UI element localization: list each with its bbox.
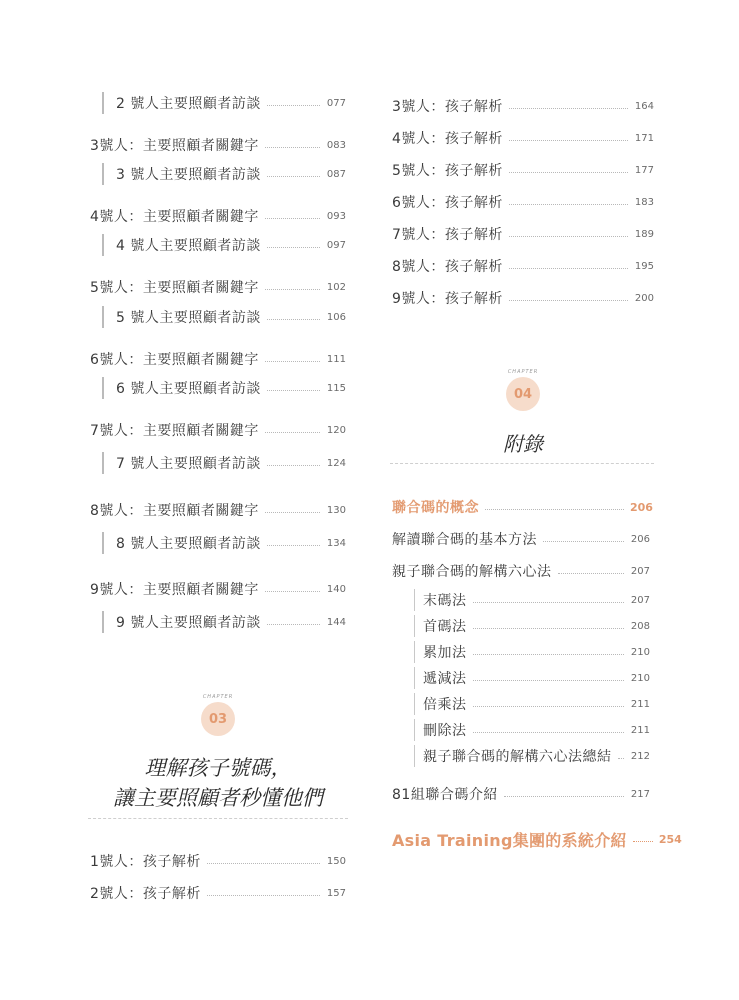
entry-title: 8 號人主要照顧者訪談 [116,536,261,552]
toc-entry[interactable] [90,419,346,441]
toc-entry[interactable] [392,127,654,149]
dot-leader [509,172,628,173]
toc-entry[interactable] [102,306,346,328]
entry-page: 210 [630,646,650,658]
entry-page: 210 [630,672,650,684]
entry-page: 206 [630,500,653,514]
toc-entry[interactable] [414,589,650,611]
entry-title: 5號人：孩子解析 [392,163,503,179]
entry-page: 130 [326,504,346,516]
entry-title: 遞減法 [423,671,467,687]
entry-title: 8號人：主要照顧者關鍵字 [90,503,259,519]
entry-page: 083 [326,139,346,151]
dot-leader [265,361,320,362]
toc-entry[interactable] [90,205,346,227]
entry-page: 087 [326,168,346,180]
dot-leader [265,591,320,592]
toc-entry[interactable] [102,92,346,114]
toc-entry[interactable] [414,693,650,715]
toc-entry[interactable] [392,191,654,213]
entry-page: 254 [658,832,682,846]
entry-title: 2號人：孩子解析 [90,886,201,902]
toc-entry[interactable] [392,560,650,582]
toc-entry[interactable] [102,377,346,399]
entry-page: 208 [630,620,650,632]
toc-entry[interactable] [392,255,654,277]
entry-title: 累加法 [423,645,467,661]
toc-entry-highlight[interactable] [392,828,682,850]
dot-leader [207,863,320,864]
toc-entry[interactable] [392,159,654,181]
toc-entry[interactable] [392,528,650,550]
toc-entry[interactable] [392,223,654,245]
entry-page: 115 [326,382,346,394]
entry-title: 首碼法 [423,619,467,635]
entry-page: 212 [630,750,650,762]
entry-page: 195 [634,260,654,272]
entry-title: 6號人：主要照顧者關鍵字 [90,352,259,368]
dot-leader [473,602,625,603]
entry-title: 6 號人主要照顧者訪談 [116,381,261,397]
entry-title: 2 號人主要照顧者訪談 [116,96,261,112]
entry-page: 164 [634,100,654,112]
toc-entry[interactable] [102,452,346,474]
entry-title: 6號人：孩子解析 [392,195,503,211]
entry-page: 134 [326,537,346,549]
entry-title: 刪除法 [423,723,467,739]
entry-page: 207 [630,565,650,577]
entry-title: 9號人：孩子解析 [392,291,503,307]
dot-leader [267,465,320,466]
dot-leader [509,204,628,205]
entry-page: 102 [326,281,346,293]
dot-leader [267,247,320,248]
dot-leader [267,105,320,106]
toc-entry[interactable] [90,882,346,904]
toc-entry[interactable] [392,783,650,805]
entry-title: 81組聯合碼介紹 [392,787,498,803]
chapter-03-title-line2: 讓主要照顧者秒懂他們 [113,786,323,810]
dot-leader [473,706,625,707]
chapter-word: CHAPTER [507,369,539,375]
toc-entry[interactable] [102,234,346,256]
entry-title: 7 號人主要照顧者訪談 [116,456,261,472]
dot-leader [267,319,320,320]
dot-leader [265,218,320,219]
dot-leader [618,758,625,759]
entry-title: 5號人：主要照顧者關鍵字 [90,280,259,296]
toc-entry[interactable] [392,287,654,309]
entry-title: 親子聯合碼的解構六心法總結 [423,749,612,765]
entry-title: 7號人：孩子解析 [392,227,503,243]
entry-title: 3號人：孩子解析 [392,99,503,115]
chapter-number: 03 [201,702,235,736]
toc-entry[interactable] [90,134,346,156]
entry-title: 7號人：主要照顧者關鍵字 [90,423,259,439]
entry-title: Asia Training集團的系統介紹 [392,830,627,850]
dot-leader [558,573,625,574]
chapter-number: 04 [506,377,540,411]
dot-leader [543,541,624,542]
dot-leader [509,268,628,269]
toc-entry[interactable] [102,611,346,633]
entry-title: 4號人：主要照顧者關鍵字 [90,209,259,225]
dot-leader [265,289,320,290]
toc-entry[interactable] [90,850,346,872]
chapter-03-badge [198,694,238,736]
toc-entry[interactable] [392,95,654,117]
dot-leader [485,509,624,510]
chapter-04-title: 附錄 [503,432,543,456]
entry-page: 206 [630,533,650,545]
dot-leader [267,624,320,625]
entry-page: 097 [326,239,346,251]
dot-leader [473,654,625,655]
entry-page: 140 [326,583,346,595]
dot-leader [265,432,320,433]
entry-title: 5 號人主要照顧者訪談 [116,310,261,326]
entry-page: 183 [634,196,654,208]
toc-entry[interactable] [414,615,650,637]
entry-title: 倍乘法 [423,697,467,713]
toc-entry[interactable] [90,348,346,370]
entry-title: 4 號人主要照顧者訪談 [116,238,261,254]
toc-entry[interactable] [102,163,346,185]
dot-leader [267,390,320,391]
toc-entry-highlight[interactable] [392,496,653,518]
dot-leader [504,796,624,797]
chapter-03-title-line1: 理解孩子號碼， [144,756,292,780]
entry-page: 217 [630,788,650,800]
dot-leader [265,147,320,148]
entry-page: 120 [326,424,346,436]
dot-leader [509,140,628,141]
toc-entry[interactable] [414,745,650,767]
entry-page: 200 [634,292,654,304]
entry-page: 171 [634,132,654,144]
toc-entry[interactable] [414,641,650,663]
dot-leader [509,300,628,301]
entry-page: 211 [630,724,650,736]
entry-title: 末碼法 [423,593,467,609]
entry-title: 1號人：孩子解析 [90,854,201,870]
entry-title: 9號人：主要照顧者關鍵字 [90,582,259,598]
entry-page: 106 [326,311,346,323]
entry-title: 聯合碼的概念 [392,500,479,516]
toc-entry[interactable] [90,499,346,521]
entry-page: 093 [326,210,346,222]
dot-leader [267,545,320,546]
entry-title: 解讀聯合碼的基本方法 [392,532,537,548]
entry-page: 077 [326,97,346,109]
toc-entry[interactable] [90,578,346,600]
entry-page: 150 [326,855,346,867]
dot-leader [267,176,320,177]
toc-entry[interactable] [414,667,650,689]
dot-leader [473,732,625,733]
entry-page: 111 [326,353,346,365]
toc-entry[interactable] [102,532,346,554]
dot-leader [207,895,320,896]
entry-page: 157 [326,887,346,899]
dot-leader [509,236,628,237]
entry-title: 3 號人主要照顧者訪談 [116,167,261,183]
entry-page: 144 [326,616,346,628]
entry-title: 4號人：孩子解析 [392,131,503,147]
entry-title: 親子聯合碼的解構六心法 [392,564,552,580]
toc-entry[interactable] [90,276,346,298]
entry-page: 207 [630,594,650,606]
chapter-04-separator [390,463,654,464]
entry-title: 9 號人主要照顧者訪談 [116,615,261,631]
dot-leader [473,680,625,681]
chapter-word: CHAPTER [202,694,234,700]
toc-entry[interactable] [414,719,650,741]
entry-page: 211 [630,698,650,710]
chapter-04-badge [503,369,543,411]
entry-title: 8號人：孩子解析 [392,259,503,275]
entry-title: 3號人：主要照顧者關鍵字 [90,138,259,154]
entry-page: 177 [634,164,654,176]
dot-leader [473,628,625,629]
dot-leader [633,841,653,842]
entry-page: 124 [326,457,346,469]
entry-page: 189 [634,228,654,240]
dot-leader [265,512,320,513]
chapter-03-separator [88,818,348,819]
dot-leader [509,108,628,109]
